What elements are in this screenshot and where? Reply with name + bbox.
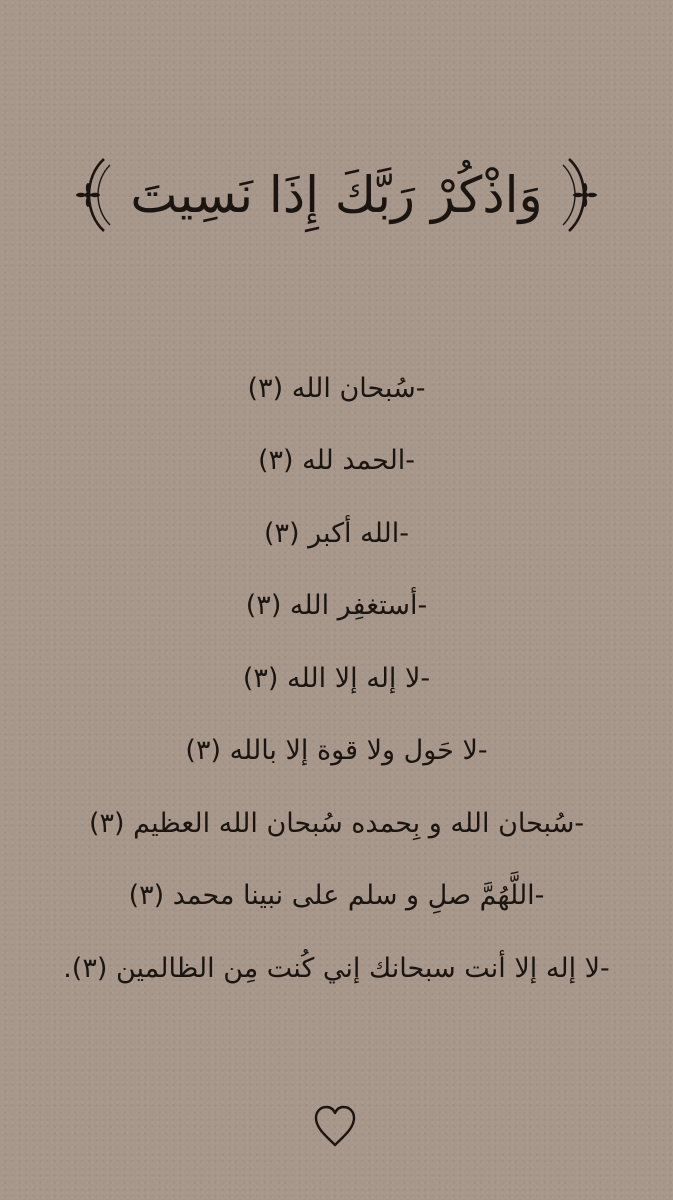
dhikr-item: -لا حَول ولا قوة إلا بالله (٣): [185, 735, 488, 767]
dhikr-item: -لا إله إلا أنت سبحانك إني كُنت مِن الظالمين (٣).: [63, 952, 610, 984]
dhikr-item: -سُبحان الله و بِحمده سُبحان الله العظيم (٣): [88, 807, 585, 839]
dhikr-item: -الله أكبر (٣): [263, 517, 410, 549]
dhikr-item: -الحمد لله (٣): [257, 445, 416, 477]
ornamental-bracket-right-icon: [557, 155, 599, 235]
dhikr-item: -اللَّهُمَّ صلِ و سلم على نبينا محمد (٣): [128, 880, 545, 912]
dhikr-item: -أستغفِر الله (٣): [245, 590, 428, 622]
quran-verse: وَاذْكُرْ رَبَّكَ إِذَا نَسِيتَ: [130, 166, 543, 224]
dhikr-item: -لا إله إلا الله (٣): [242, 662, 431, 694]
ornamental-bracket-left-icon: [74, 155, 116, 235]
dhikr-list: [0, 352, 673, 1005]
heart-outline-icon: [312, 1103, 358, 1151]
dhikr-item: -سُبحان الله (٣): [247, 372, 426, 404]
verse-header: [0, 150, 673, 240]
